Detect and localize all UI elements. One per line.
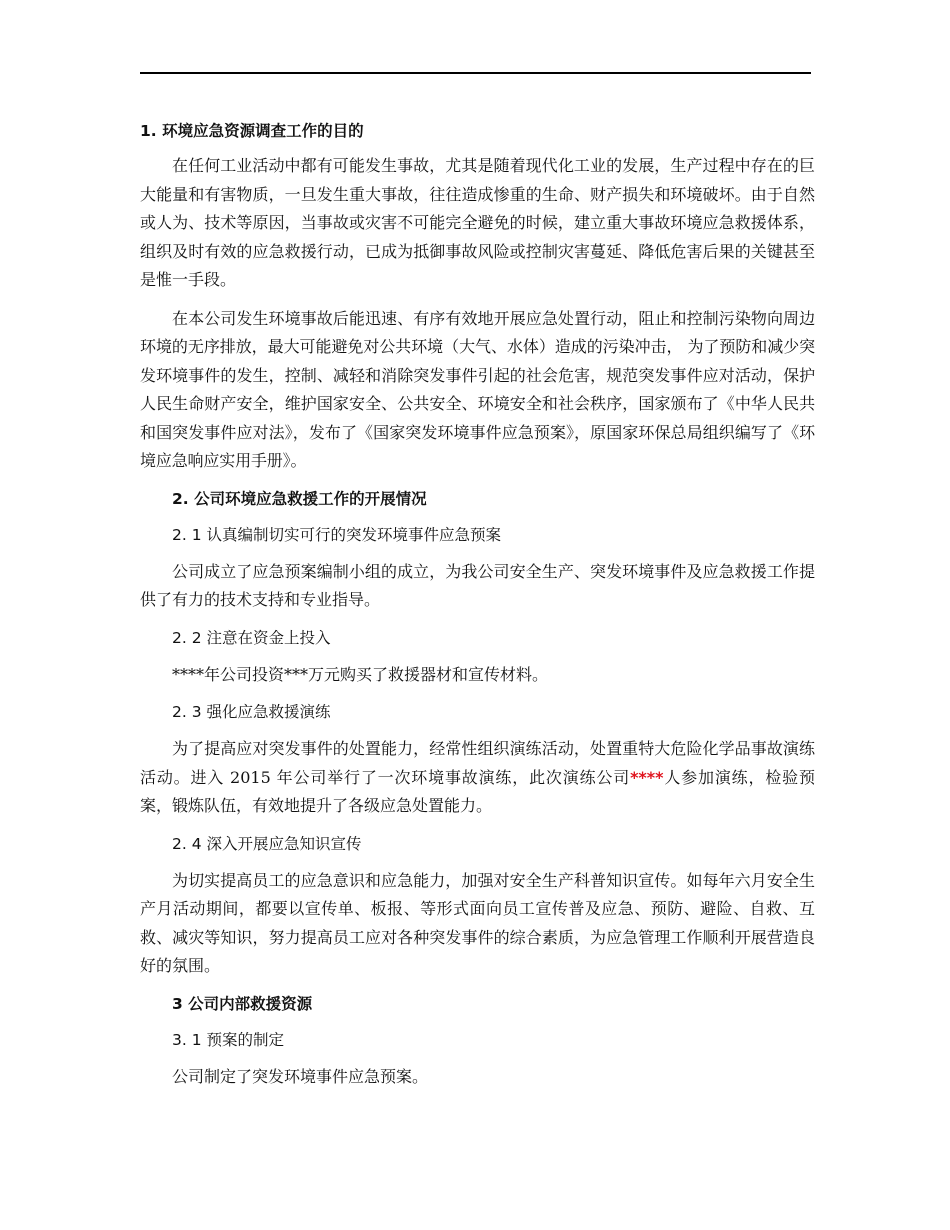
section-1-heading: 1. 环境应急资源调查工作的目的 <box>140 122 364 140</box>
section-1-paragraph-2: 在本公司发生环境事故后能迅速、有序有效地开展应急处置行动，阻止和控制污染物向周边环境的无序排放，最大可能避免对公共环境（大气、水体）造成的污染冲击， 为了预防和减少突发环境事件的发生，控制、减轻和消除突发事件引起的社会危害，规范突发事件应对活动，保护人民生命财产安全，维护国家安全、公共安全、环境安全和社会秩序，国家颁布了《中华人民共和国突发事件应对法》，发布了《国家突发环境事件应急预案》，原国家环保总局组织编写了《环境应急响应实用手册》。 <box>140 308 815 470</box>
header-rule <box>140 72 811 74</box>
section-2-1-paragraph: 公司成立了应急预案编制小组的成立，为我公司安全生产、突发环境事件及应急救援工作提供了有力的技术支持和专业指导。 <box>140 561 815 609</box>
section-2-4-paragraph: 为切实提高员工的应急意识和应急能力，加强对安全生产科普知识宣传。如每年六月安全生产月活动期间，都要以宣传单、板报、等形式面向员工宣传普及应急、预防、避险、自救、互救、减灾等知识，努力提高员工应对各种突发事件的综合素质，为应急管理工作顺利开展营造良好的氛围。 <box>140 870 815 975</box>
highlighted-placeholder: **** <box>630 767 664 787</box>
document-body <box>140 118 815 1091</box>
section-2-3-paragraph <box>140 735 815 821</box>
section-2-4-heading: 2. 4 深入开展应急知识宣传 <box>172 834 362 853</box>
section-2-2-paragraph: ****年公司投资***万元购买了救援器材和宣传材料。 <box>172 664 549 684</box>
section-3-1-paragraph: 公司制定了突发环境事件应急预案。 <box>172 1066 429 1086</box>
section-2-heading: 2. 公司环境应急救援工作的开展情况 <box>172 489 427 508</box>
section-2-1-heading: 2. 1 认真编制切实可行的突发环境事件应急预案 <box>172 525 502 544</box>
section-2-3-text-after: 人参加演练，检验预案，锻炼队伍，有效地提升了各级应急处置能力。 <box>140 767 815 815</box>
section-3-1-heading: 3. 1 预案的制定 <box>172 1030 285 1049</box>
section-2-2-heading: 2. 2 注意在资金上投入 <box>172 628 331 647</box>
section-2-3-text-before: 为了提高应对突发事件的处置能力，经常性组织演练活动，处置重特大危险化学品事故演练活动。进入 2015 年公司举行了一次环境事故演练，此次演练公司 <box>140 739 815 787</box>
section-1-paragraph-1: 在任何工业活动中都有可能发生事故，尤其是随着现代化工业的发展，生产过程中存在的巨大能量和有害物质，一旦发生重大事故，往往造成惨重的生命、财产损失和环境破坏。由于自然或人为、技术等原因，当事故或灾害不可能完全避免的时候，建立重大事故环境应急救援体系，组织及时有效的应急救援行动，已成为抵御事故风险或控制灾害蔓延、降低危害后果的关键甚至是惟一手段。 <box>140 156 815 289</box>
section-2-3-heading: 2. 3 强化应急救援演练 <box>172 703 331 721</box>
section-3-heading: 3 公司内部救援资源 <box>172 994 313 1013</box>
